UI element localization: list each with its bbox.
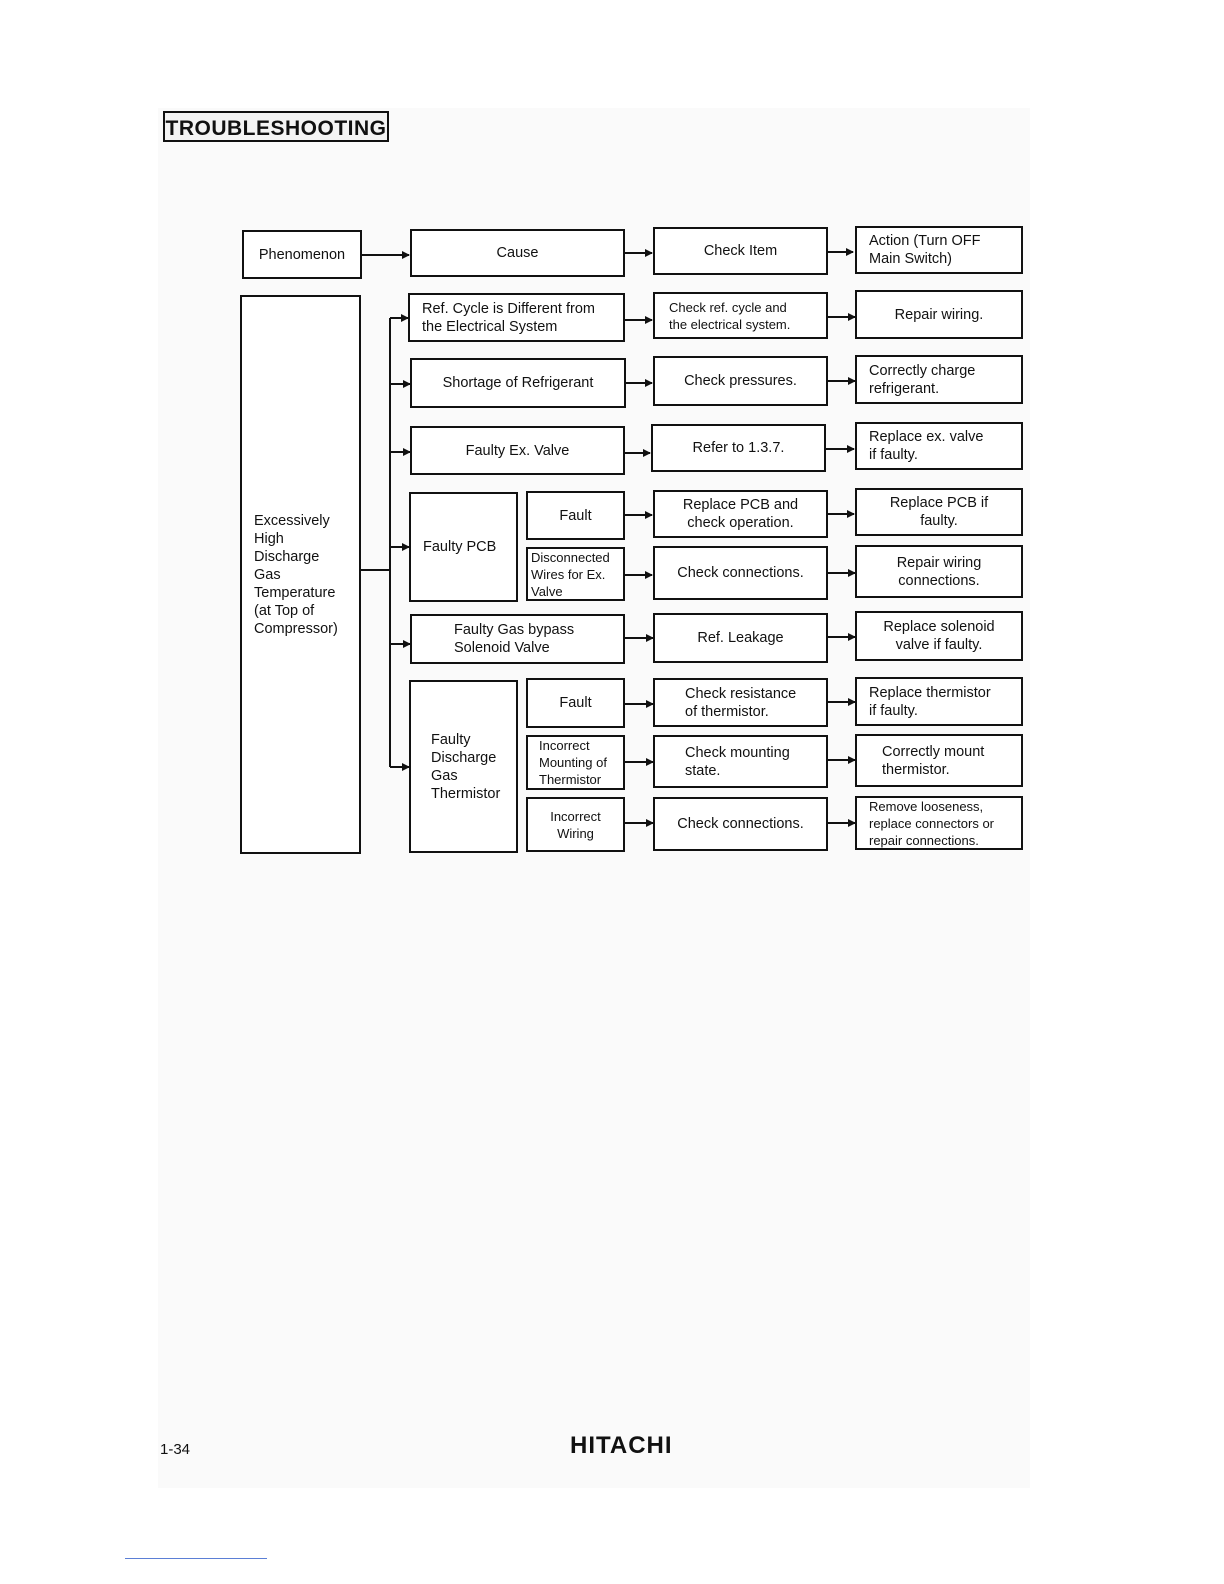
action-remove-looseness: Remove looseness, replace connectors or repair connections.: [855, 796, 1023, 850]
check-ref-cycle: Check ref. cycle and the electrical system.: [653, 292, 828, 339]
action-replace-ex-valve: Replace ex. valve if faulty.: [855, 422, 1023, 470]
header-cause: Cause: [410, 229, 625, 277]
action-repair-wiring-connections: Repair wiring connections.: [855, 545, 1023, 598]
check-ref-leakage: Ref. Leakage: [653, 613, 828, 663]
header-action: Action (Turn OFF Main Switch): [855, 226, 1023, 274]
check-connections-thermistor: Check connections.: [653, 797, 828, 851]
cause-ref-cycle: Ref. Cycle is Different from the Electrical System: [408, 293, 625, 342]
footer-divider: [125, 1558, 267, 1559]
check-refer-137: Refer to 1.3.7.: [651, 424, 826, 472]
header-phenomenon: Phenomenon: [242, 230, 362, 279]
check-pressures: Check pressures.: [653, 356, 828, 406]
check-replace-pcb: Replace PCB and check operation.: [653, 490, 828, 538]
cause-faulty-thermistor: Faulty Discharge Gas Thermistor: [409, 680, 518, 853]
cause-faulty-ex-valve: Faulty Ex. Valve: [410, 426, 625, 475]
action-mount-thermistor: Correctly mount thermistor.: [855, 734, 1023, 787]
sub-pcb-fault: Fault: [526, 491, 625, 540]
header-check-item: Check Item: [653, 227, 828, 275]
check-mounting-state: Check mounting state.: [653, 735, 828, 788]
section-title: TROUBLESHOOTING: [163, 111, 389, 142]
page-number: 1-34: [160, 1441, 191, 1458]
check-connections-pcb: Check connections.: [653, 546, 828, 600]
action-repair-wiring: Repair wiring.: [855, 290, 1023, 339]
action-replace-pcb: Replace PCB if faulty.: [855, 488, 1023, 536]
action-replace-solenoid: Replace solenoid valve if faulty.: [855, 611, 1023, 661]
sub-thermistor-fault: Fault: [526, 678, 625, 728]
action-charge-refrigerant: Correctly charge refrigerant.: [855, 355, 1023, 404]
brand-logo: HITACHI: [570, 1432, 673, 1459]
phenomenon-box: Excessively High Discharge Gas Temperature (at Top of Compressor): [240, 295, 361, 854]
cause-faulty-pcb: Faulty PCB: [409, 492, 518, 602]
cause-shortage-refrigerant: Shortage of Refrigerant: [410, 358, 626, 408]
cause-gas-bypass-valve: Faulty Gas bypass Solenoid Valve: [410, 614, 625, 664]
sub-incorrect-wiring: Incorrect Wiring: [526, 797, 625, 852]
sub-incorrect-mounting: Incorrect Mounting of Thermistor: [526, 735, 625, 790]
sub-disconnected-wires: Disconnected Wires for Ex. Valve: [526, 547, 625, 601]
action-replace-thermistor: Replace thermistor if faulty.: [855, 677, 1023, 726]
check-resistance-thermistor: Check resistance of thermistor.: [653, 678, 828, 727]
